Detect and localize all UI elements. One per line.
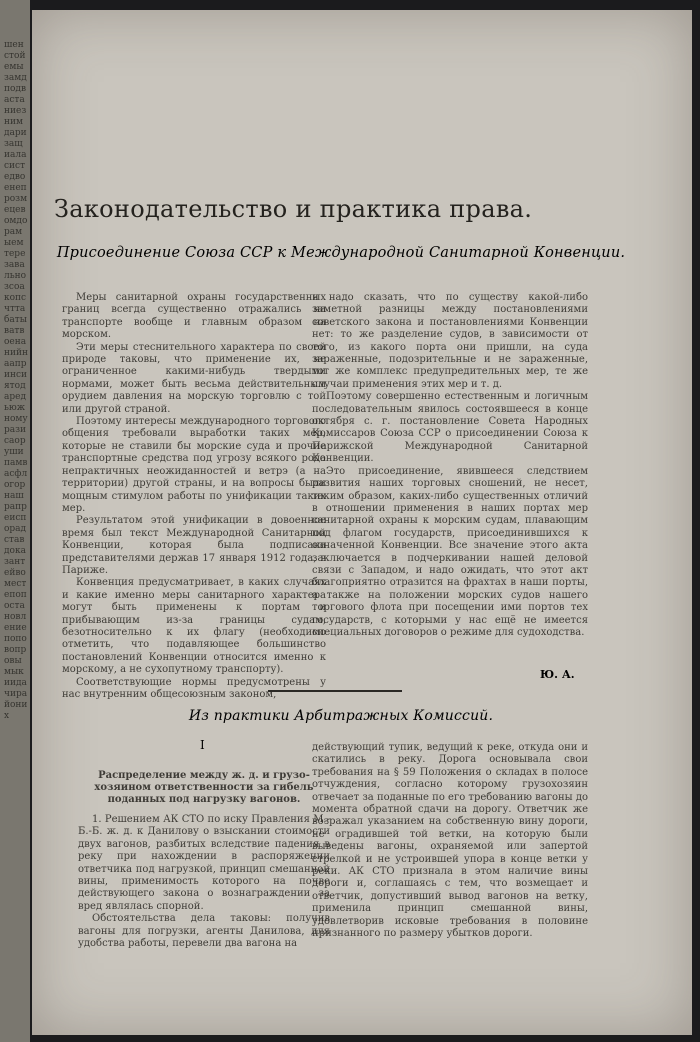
paragraph: Конвенция предусматривает, в каких случаях и какие именно меры санитарного характера могут быть применены к портам и прибывающим из-за границы судам, безотносительно к их флагу (необходимо отметить, что подавляющее большинство постановлений Конвенции относится именно к морскому, а не сухопутному транспорту). (62, 577, 326, 676)
article-subtitle: Присоединение Союза ССР к Международной Санитарной Конвенции. (56, 245, 626, 261)
section-title: Из практики Арбитражных Комиссий. (188, 708, 494, 724)
paragraph: действующий тупик, ведущий к реке, откуда они и скатились в реку. Дорога основывала свои требования на § 59 Положения о складах в полосе отчуждения, согласно которому грузохозяин отвечает за поданные по его требованию вагоны до момента обратной сдачи на дорогу. Ответчик же возражал указанием на собственную вину дороги, не оградившей той ветки, на которую были выведены вагоны, охраняемой или запертой стрелкой и не устроившей упора в конце ветки у реки. АК СТО признала в этом наличие вины дороги и, соглашаясь с тем, что возмещает и ответчик, допустивший вывод вагонов на ветку, применила принцип смешанной вины, удовлетворив исковые требования в половине признанного по размеру убытков дороги. (312, 742, 588, 940)
paragraph: Обстоятельства дела таковы: получив вагоны для погрузки, агенты Данилова, для удобства работы, перевели два вагона на (78, 913, 330, 950)
paragraph: 1. Решением АК СТО по иску Правления М.-Б.-Б. ж. д. к Данилову о взыскании стоимости двух вагонов, разбитых вследствие падения в реку при нахождении в распоряжении ответчика под нагрузкой, принцип смешанной вины, применимость которого на почве действующего закона о вознаграждении за вред являлась спорной. (78, 814, 330, 912)
paragraph: Результатом этой унификации в довоенное время был текст Международной Санитарной Конвенции, которая была подписана представителями держав 17 января 1912 года, в Париже. (62, 515, 326, 576)
paragraph: и надо сказать, что по существу какой-либо заметной разницы между постановлениями советского закона и постановлениями Конвенции нет: то же разделение судов, в зависимости от того, из какого порта они пришли, на суда зараженные, подозрительные и не зараженные, тот же комплекс предупредительных мер, те же случаи применения этих мер и т. д. (312, 292, 588, 390)
paragraph: Эти меры стеснительного характера по своей природе таковы, что применение их, не ограниченное какими-нибудь твердыми нормами, может быть весьма действительным орудием давления на морскую торговлю с той или другой страной. (62, 341, 326, 415)
author-signature: Ю. А. (540, 668, 575, 681)
paragraph: Поэтому совершенно естественным и логичным последовательным явилось состоявшееся в конце октября с. г. постановление Совета Народных Комиссаров Союза ССР о присоединении Союза к Парижской Международной Санитарной Конвенции. (312, 391, 588, 465)
paragraph: Меры санитарной охраны государственных границ всегда существенно отражались на транспорте вообще и главным образом на морском. (62, 292, 326, 341)
article-column-2 (312, 292, 588, 639)
paragraph: Соответствующие нормы предусмотрены у нас внутренним общесоюзным законом, (62, 676, 326, 700)
paragraph: Поэтому интересы международного торгового общения требовали выработки таких мер, которые не ставили бы морские суда и прочие транспортные средства под угрозу всякого рода непрактичных неожиданностей и ветрэ (а на территории) другой страны, и на вопросы были мощным стимулом работы по унификации таких мер. (62, 416, 326, 514)
paragraph: Это присоединение, явившееся следствием развития наших торговых сношений, не несет, таким образом, каких-либо существенных отличий в отношении применения в наших портах мер санитарной охраны к морским судам, плавающим под флагом государств, присоединившихся к означенной Конвенции. Все значение этого акта заключается в подчеркивании нашей деловой связи с Западом, и надо ожидать, что этот акт благоприятно отразится на фрахтах в наши порты, а также на положении морских судов нашего торгового флота при посещении ими портов тех государств, с которыми у нас ещё не имеется специальных договоров о режиме для судоходства. (312, 465, 588, 638)
section-divider (268, 690, 402, 692)
case-column-2 (312, 742, 588, 941)
case-subheading: Распределение между ж. д. и грузо-хозяином ответственности за гибель поданных под нагрузку вагонов. (94, 770, 314, 805)
section-number: I (200, 738, 205, 752)
page-title: Законодательство и практика права. (54, 195, 533, 223)
adjacent-page-text: шенстойемызамдподвастаниезнимдаризащиаласистедвоенепрозмецевомдорамыемтерезавальнозсоакопсчттабатыватвоенанийнаапринсиятодаредьюжномуразисаорушипамвасфлогорнашрапреиспорадставдоказантейвоместепопостановлениепоповопровымыкиидачирайоних (4, 40, 28, 721)
article-column-1 (62, 292, 326, 701)
left-page-edge (0, 0, 30, 1042)
case-column-1 (78, 770, 330, 950)
